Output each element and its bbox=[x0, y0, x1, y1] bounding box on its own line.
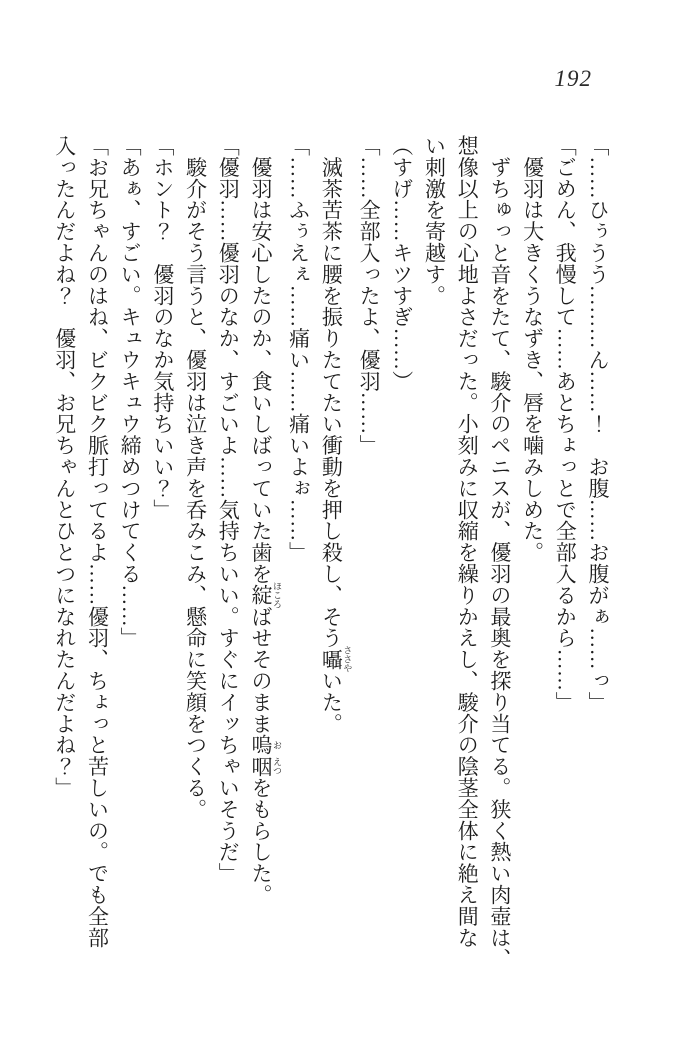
text-line bbox=[385, 135, 418, 1015]
text-segment: 「あぁ、すごい。キュウキュウ締めつけてくる……」 bbox=[118, 135, 143, 649]
text-segment: 駿介がそう言うと、優羽は泣き声を呑みこみ、懸命に笑顔をつくる。 bbox=[183, 135, 208, 820]
text-line bbox=[282, 135, 315, 1015]
text-line bbox=[113, 135, 146, 1015]
text-segment: （すげ……キツすぎ……） bbox=[389, 135, 414, 392]
furigana-text: ほころ bbox=[271, 581, 282, 609]
furigana-ruby: 咽 えつ bbox=[248, 755, 282, 778]
text-segment: 優羽は大きくうなずき、唇を噛みしめた。 bbox=[520, 135, 545, 563]
text-line bbox=[549, 135, 582, 1015]
furigana-ruby: 嗚 お bbox=[248, 734, 282, 756]
text-segment: 「……ふぅえぇ……痛い……痛いよぉ……」 bbox=[286, 135, 311, 563]
text-line bbox=[315, 135, 353, 1015]
text-line bbox=[48, 135, 81, 1015]
text-line bbox=[352, 135, 385, 1015]
text-segment: をもらした。 bbox=[248, 777, 273, 906]
text-segment: ばせそのまま bbox=[248, 605, 273, 735]
text-segment: いた。 bbox=[319, 670, 344, 735]
text-line bbox=[483, 135, 516, 1015]
text-segment: 「ホント？ 優羽のなか気持ちいい？」 bbox=[150, 135, 175, 521]
text-segment: 「……全部入ったよ、優羽……」 bbox=[357, 135, 382, 456]
text-segment: 「……ひぅうう………ん……！ お腹……お腹がぁ……っ」 bbox=[586, 135, 610, 713]
furigana-text: お bbox=[271, 734, 282, 756]
text-segment: い刺激を寄越す。 bbox=[422, 135, 447, 307]
text-block bbox=[48, 135, 614, 1015]
text-line bbox=[244, 135, 282, 1015]
text-segment: 「ごめん、我慢して……あとちょっとで全部入るから……」 bbox=[553, 135, 578, 713]
page-number: 192 bbox=[554, 66, 592, 91]
text-segment: 優羽は安心したのか、食いしばっていた歯を bbox=[248, 135, 273, 585]
text-line bbox=[418, 135, 451, 1015]
furigana-text: えつ bbox=[271, 755, 282, 778]
text-segment: 「優羽……優羽のなか、すごいよ……気持ちいい。すぐにイッちゃいそうだ」 bbox=[216, 135, 241, 884]
text-line bbox=[212, 135, 245, 1015]
furigana-ruby: 綻 ほころ bbox=[248, 581, 282, 609]
furigana-text: ささや bbox=[342, 645, 353, 673]
text-segment: ずちゅっと音をたて、駿介のペニスが、優羽の最奥を探り当てる。狭く熱い肉壺は、 bbox=[487, 135, 512, 970]
text-segment: 想像以上の心地よさだった。小刻みに収縮を繰りかえし、駿介の陰茎全体に絶え間な bbox=[455, 135, 480, 949]
text-line bbox=[81, 135, 114, 1015]
text-line bbox=[146, 135, 179, 1015]
text-line bbox=[516, 135, 549, 1015]
text-segment: 滅茶苦茶に腰を振りたてたい衝動を押し殺し、そう bbox=[319, 135, 344, 649]
text-segment: 入ったんだよね？ 優羽、お兄ちゃんとひとつになれたんだよね？」 bbox=[52, 135, 77, 799]
text-segment: 「お兄ちゃんのはね、ビクビク脈打ってるよ……優羽、ちょっと苦しいの。でも全部 bbox=[85, 135, 110, 949]
furigana-ruby: 囁 ささや bbox=[319, 645, 353, 673]
text-line bbox=[179, 135, 212, 1015]
text-line bbox=[450, 135, 483, 1015]
text-line bbox=[581, 135, 614, 1015]
